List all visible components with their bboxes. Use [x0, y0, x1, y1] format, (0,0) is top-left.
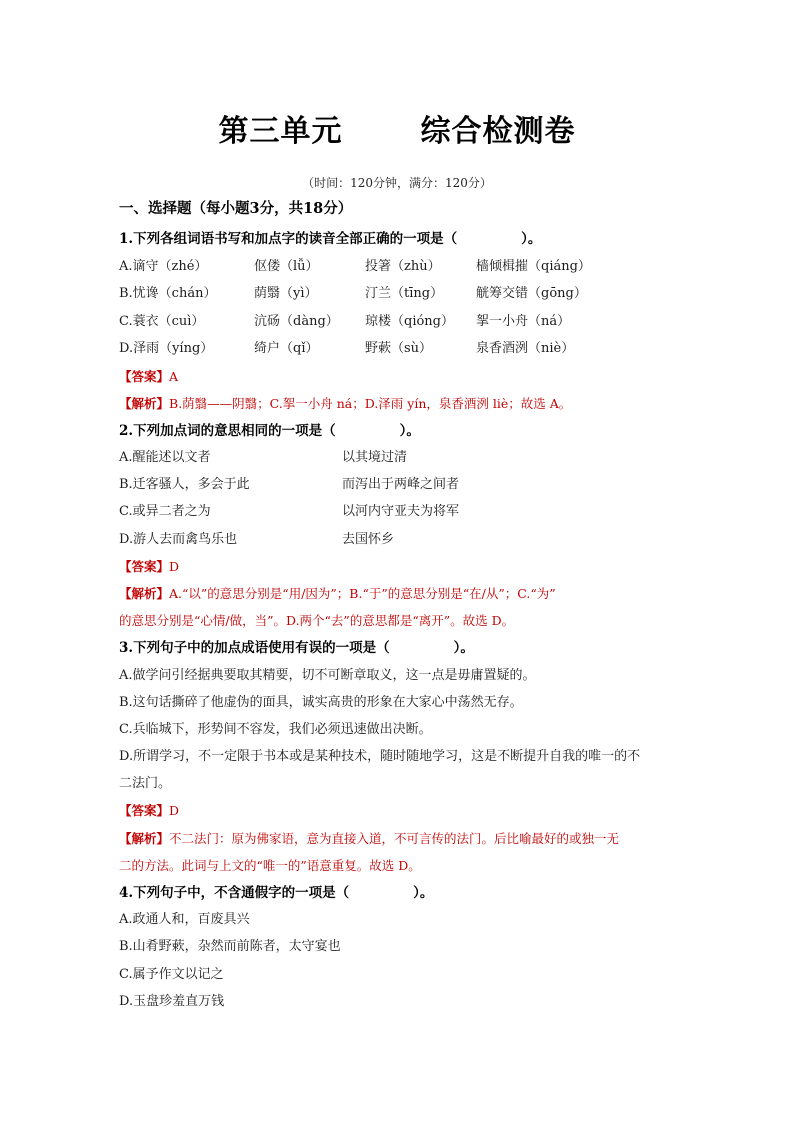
- q3-option-a: A.做学问引经据典要取其精要，切不可断章取义，这一点是毋庸置疑的。: [119, 668, 536, 683]
- q3-analysis: 【解析】不二法门：原为佛家语，意为直接入道，不可言传的法门。后比喻最好的或独一无: [119, 831, 620, 846]
- q1-answer: 【答案】A: [119, 369, 179, 384]
- q4-option-a: A.政通人和，百废具兴: [119, 912, 250, 927]
- page-title: [0, 106, 794, 150]
- q1-analysis: 【解析】B.荫翳——阴翳；C.挐一小舟 ná；D.泽雨 yín，泉香酒洌 liè；故选 A。: [119, 396, 572, 411]
- q4-option-c: C.属予作文以记之: [119, 967, 224, 982]
- q3-option-d: D.所谓学习，不一定限于书本或是某种技术，随时随地学习，这是不断提升自我的唯一的不: [119, 749, 641, 764]
- title-test: 综合检测卷: [420, 114, 576, 149]
- question-4-stem: 4.下列句子中，不含通假字的一项是（ ）。: [119, 885, 434, 901]
- question-3-stem: 3.下列句子中的加点成语使用有误的一项是（ ）。: [119, 640, 474, 656]
- exam-info: （时间：120分钟，满分：120分）: [302, 176, 492, 190]
- q2-analysis-cont: 的意思分别是“心情/做，当”。D.两个“去”的意思都是“离开”。故选 D。: [119, 613, 515, 628]
- q2-answer: 【答案】D: [119, 559, 180, 574]
- q2-analysis: 【解析】A.“以”的意思分别是“用/因为”；B.“于”的意思分别是“在/从”；C.“为”: [119, 586, 556, 601]
- question-1-stem: 1.下列各组词语书写和加点字的读音全部正确的一项是（ ）。: [119, 231, 542, 247]
- q3-answer: 【答案】D: [119, 803, 180, 818]
- title-unit: 第三单元: [218, 114, 343, 149]
- section-heading: 一、选择题（每小题3分，共18分）: [119, 200, 353, 217]
- q3-option-c: C.兵临城下，形势间不容发，我们必须迅速做出决断。: [119, 722, 432, 737]
- document-page: 第三单元 综合检测卷 （时间：120分钟，满分：120分） 一、选择题（每小题3分，共18分） 1.下列各组词语书写和加点字的读音全部正确的一项是（ ）。 A.谪守（zhé） 伛偻（lǚ） 投箸（zhù） 樯倾楫摧（qiáng） B.忧谗（chán） 荫翳（yì） 汀兰（tīng） 觥筹交错（gōng） C.蓑衣（cuì） 沆砀（dàng） 琼楼（qióng） 挐一小舟（ná） D.泽雨（yíng） 绮户（qǐ） 野蔌（sù） 泉香酒洌（niè） 【答案】A 【解析】B.荫翳——阴翳；C.挐一小舟 ná；D.泽雨 yín，泉香酒洌 liè；故选 A。 2.下列加点词的意思相同的一项是（ ）。 A.醒能述以文者 以其境过清 B.迁客骚人，多会于此 而泻出于两峰之间者 C.或异二者之为 以河内守亚夫为将军 D.游人去而禽鸟乐也 去国怀乡 【答案】D 【解析】A.“以”的意思分别是“用/因为”；B.“于”的意思分别是“在/从”；C.“为” 的意思分别是“心情/做，当”。D.两个“去”的意思都是“离开”。故选 D。 3.下列句子中的加点成语使用有误的一项是（ ）。 A.做学问引经据典要取其精要，切不可断章取义，这一点是毋庸置疑的。 B.这句话撕碎了他虚伪的面具，诚实高贵的形象在大家心中荡然无存。 C.兵临城下，形势间不容发，我们必须迅速做出决断。 D.所谓学习，不一定限于书本或是某种技术，随时随地学习，这是不断提升自我的唯一的不 二法门。 【答案】D 【解析】不二法门：原为佛家语，意为直接入道，不可言传的法门。后比喻最好的或独一无 二的方法。此词与上文的“唯一的”语意重复。故选 D。 4.下列句子中，不含通假字的一项是（ ）。 A.政通人和，百废具兴 B.山肴野蔌，杂然而前陈者，太守宴也 C.属予作文以记之 D.玉盘珍羞直万钱: [0, 0, 794, 1123]
- q3-analysis-cont: 二的方法。此词与上文的“唯一的”语意重复。故选 D。: [119, 858, 421, 873]
- q3-option-b: B.这句话撕碎了他虚伪的面具，诚实高贵的形象在大家心中荡然无存。: [119, 695, 523, 710]
- question-2-stem: 2.下列加点词的意思相同的一项是（ ）。: [119, 423, 420, 439]
- q4-option-b: B.山肴野蔌，杂然而前陈者，太守宴也: [119, 939, 341, 954]
- q3-option-d-cont: 二法门。: [119, 776, 172, 791]
- q4-option-d: D.玉盘珍羞直万钱: [119, 994, 225, 1009]
